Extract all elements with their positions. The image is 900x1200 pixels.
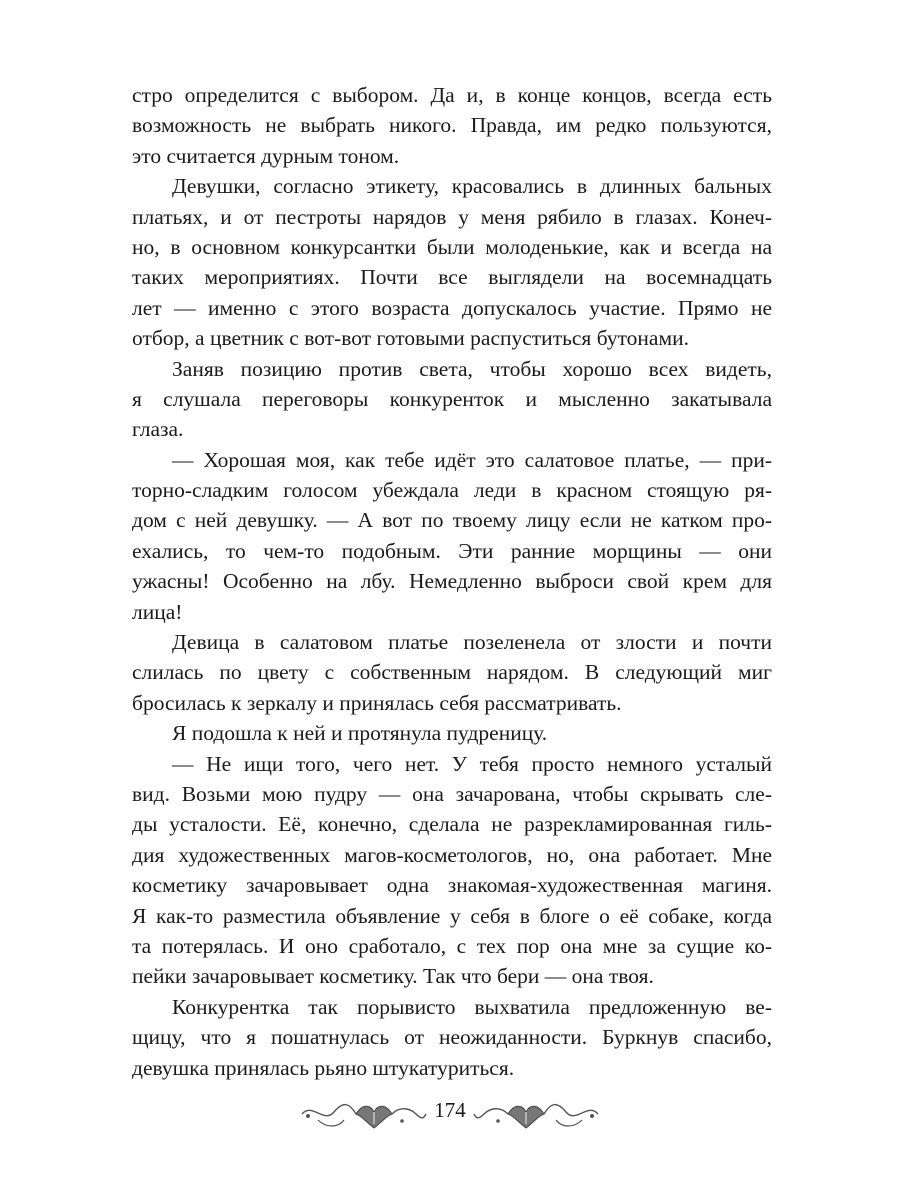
text-line: — Хорошая моя, как тебе идёт это салатовое платье, — при- — [172, 447, 772, 472]
text-line: торно-сладким голосом убеждала леди в красном стоящую ря- — [132, 478, 772, 503]
text-line: Заняв позицию против света, чтобы хорошо всех видеть, — [172, 356, 772, 381]
text-line: лет — именно с этого возраста допускалось участие. Прямо не — [132, 295, 772, 320]
text-line: Конкурентка так порывисто выхватила предложенную ве- — [172, 994, 772, 1019]
text-line: бросилась к зеркалу и принялась себя рассматривать. — [132, 690, 622, 715]
page-footer — [0, 1094, 900, 1134]
text-line: девушка принялась рьяно штукатуриться. — [132, 1055, 515, 1080]
text-line: вид. Возьми мою пудру — она зачарована, чтобы скрывать сле- — [132, 781, 772, 806]
text-line: дом с ней девушку. — А вот по твоему лицу если не катком про- — [132, 508, 772, 533]
book-page-text — [132, 80, 772, 1083]
text-line: таких мероприятиях. Почти все выглядели на восемнадцать — [132, 265, 772, 290]
text-line: возможность не выбрать никого. Правда, им редко пользуются, — [132, 113, 772, 138]
text-line: та потерялась. И оно сработало, с тех пор она мне за сущие ко- — [132, 933, 772, 958]
text-line: ужасны! Особенно на лбу. Немедленно выброси свой крем для — [132, 569, 772, 594]
text-line: щицу, что я пошатнулась от неожиданности. Буркнув спасибо, — [132, 1025, 772, 1050]
text-line: это считается дурным тоном. — [132, 143, 400, 168]
text-line: Я как-то разместила объявление у себя в блоге о её собаке, когда — [132, 903, 772, 928]
text-line: я слушала переговоры конкуренток и мысленно закатывала — [132, 386, 772, 411]
text-line: стро определится с выбором. Да и, в конце концов, всегда есть — [132, 83, 772, 107]
page-number: 174 — [434, 1098, 466, 1122]
text-line: платьях, и от пестроты нарядов у меня рябило в глазах. Конеч- — [132, 204, 772, 229]
right-floral-ornament-icon — [472, 1094, 602, 1134]
text-line: Девица в салатовом платье позеленела от злости и почти — [172, 630, 772, 655]
text-line: лица! — [132, 599, 183, 624]
text-line: дия художественных магов-косметологов, но, она работает. Мне — [132, 842, 772, 867]
text-line: ехались, то чем-то подобным. Эти ранние морщины — они — [132, 538, 772, 563]
text-line: слилась по цвету с собственным нарядом. В следующий миг — [132, 660, 772, 685]
text-line: Девушки, согласно этикету, красовались в длинных бальных — [172, 174, 772, 199]
text-line: пейки зачаровывает косметику. Так что бери — она твоя. — [132, 964, 654, 989]
text-line: косметику зачаровывает одна знакомая-художественная магиня. — [132, 873, 772, 898]
text-line: ды усталости. Её, конечно, сделала не разрекламированная гиль- — [132, 812, 772, 837]
text-line: но, в основном конкурсантки были молоденькие, как и всегда на — [132, 234, 772, 259]
text-line: Я подошла к ней и протянула пудреницу. — [172, 721, 548, 746]
text-line: глаза. — [132, 417, 184, 442]
text-line: отбор, а цветник с вот-вот готовыми распуститься бутонами. — [132, 326, 689, 351]
left-floral-ornament-icon — [298, 1094, 428, 1134]
text-line: — Не ищи того, чего нет. У тебя просто немного усталый — [172, 751, 772, 776]
